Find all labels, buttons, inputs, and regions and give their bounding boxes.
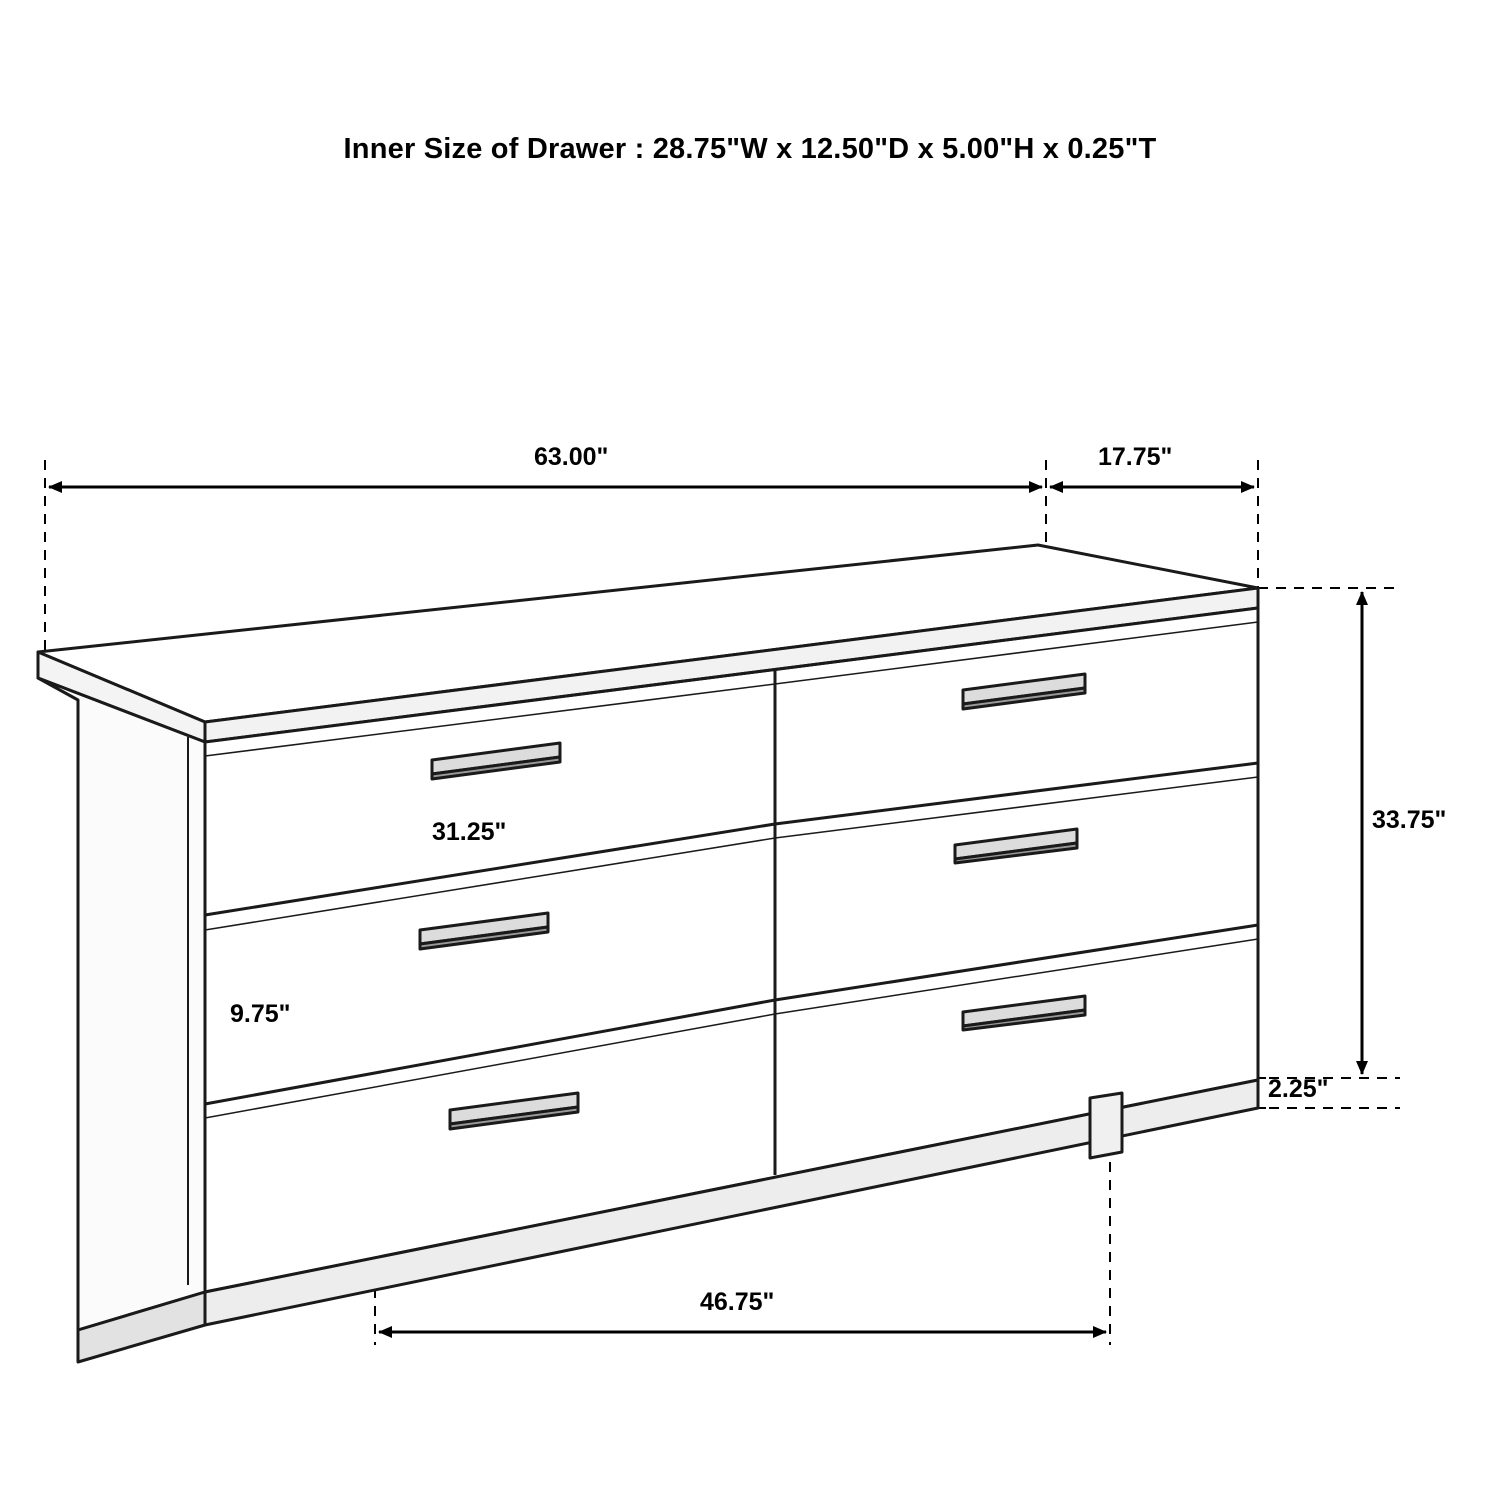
label-overall-width: 63.00" (534, 443, 609, 471)
label-depth: 17.75" (1098, 443, 1173, 471)
dresser-illustration (38, 545, 1258, 1362)
left-side-panel (38, 678, 205, 1330)
label-drawer-front-width: 31.25" (432, 818, 507, 846)
label-base-height: 2.25" (1268, 1075, 1329, 1103)
rear-leg (1090, 1093, 1122, 1158)
page-title: Inner Size of Drawer : 28.75"W x 12.50"D x 5.00"H x 0.25"T (343, 133, 1157, 165)
label-base-width: 46.75" (700, 1288, 775, 1316)
label-drawer-front-height: 9.75" (230, 1000, 291, 1028)
label-overall-height: 33.75" (1372, 806, 1447, 834)
